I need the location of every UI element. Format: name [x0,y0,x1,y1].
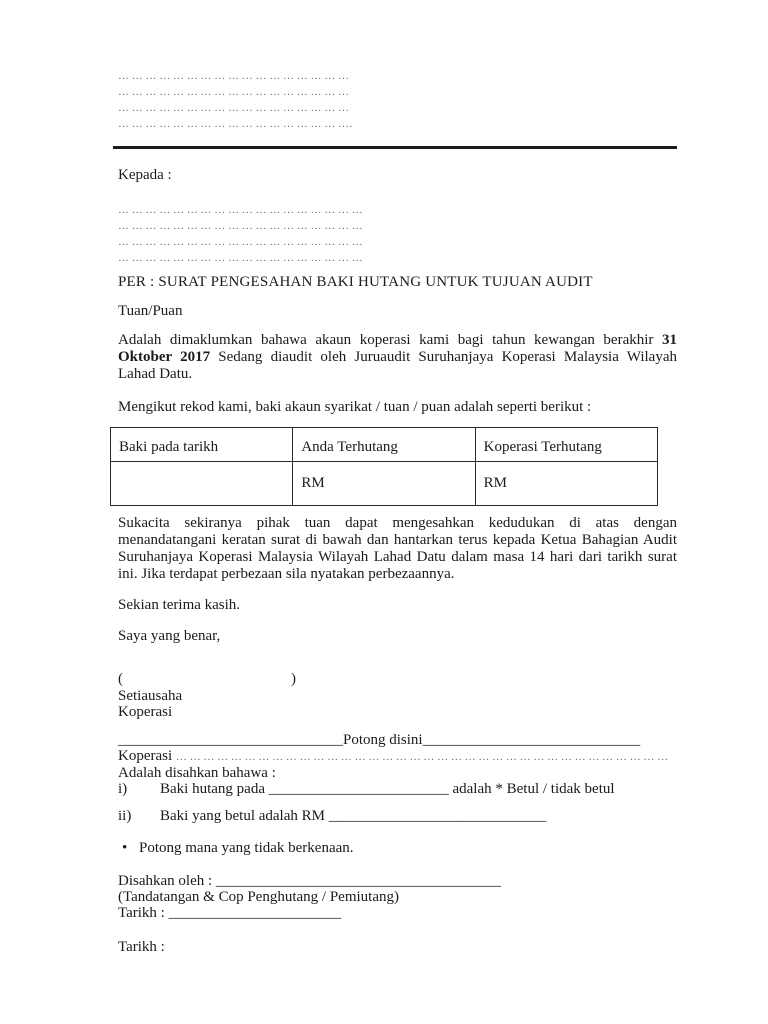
paragraph-text: Adalah dimaklumkan bahawa akaun koperasi kami bagi tahun kewangan berakhir [118,332,662,348]
paragraph-financial-year [118,332,677,383]
bullet-note-text: Potong mana yang tidak berkenaan. [139,840,354,856]
divider-rule [113,146,677,149]
date-line [118,905,677,921]
koperasi-dotted-line [118,748,677,765]
cut-here-line [118,732,677,748]
blank-line: ______________________________________ [215,873,501,889]
confirm-item-i [118,781,677,797]
closing-thanks: Sekian terima kasih. [118,597,241,613]
signature-role-koperasi: Koperasi [118,704,173,720]
item-number: ii) [118,808,132,824]
certified-by-line [118,873,677,889]
cut-here-label: Potong disini [343,732,423,748]
bullet-icon: • [122,840,128,856]
salutation: Tuan/Puan [118,303,183,319]
subject-line: PER : SURAT PENGESAHAN BAKI HUTANG UNTUK TUJUAN AUDIT [118,274,593,290]
item-text: Baki hutang pada [160,781,269,797]
balance-table [110,427,658,506]
table-cell-empty [111,462,293,506]
open-paren: ( [118,671,123,687]
bullet-note-line [118,840,677,856]
kepada-label: Kepada : [118,167,172,183]
table-header-baki-pada-tarikh: Baki pada tarikh [111,428,293,462]
blank-line: _____________________________ [328,808,547,824]
table-cell-rm-koperasi: RM [475,462,657,506]
table-header-koperasi-terhutang: Koperasi Terhutang [475,428,657,462]
table-header-row [111,428,658,462]
koperasi-label: Koperasi [118,748,173,764]
date-label: Tarikh : [118,905,169,921]
dotted-line: … … … … … … … … … … … … … … … … … … [118,252,364,264]
paragraph-records: Mengikut rekod kami, baki akaun syarikat / tuan / puan adalah seperti berikut : [118,399,592,415]
date-label-second: Tarikh : [118,939,165,955]
item-text: Baki yang betul adalah RM [160,808,329,824]
blank-line: ________________________ [268,781,449,797]
confirm-item-ii [118,808,677,824]
table-value-row [111,462,658,506]
dotted-line: … … … … … … … … … … … … … … … … …. [118,118,353,130]
signature-role-setiausaha: Setiausaha [118,688,183,704]
table-cell-rm-anda: RM [293,462,475,506]
item-text: adalah * Betul / tidak betul [448,781,615,797]
signoff: Saya yang benar, [118,628,221,644]
cut-line-left: ______________________________ [118,732,343,748]
dotted-line: … … … … … … … … … … … … … … … … … … [118,220,364,232]
paragraph-confirmation-request: Sukacita sekiranya pihak tuan dapat mengesahkan kedudukan di atas dengan menandatangani keratan surat di bawah dan hantarkan terus kepada Ketua Bahagian Audit Suruhanjaya Koperasi Malaysia Wilayah Lahad Datu dalam masa 14 hari dari tarikh surat ini. Jika terdapat perbezaan sila nyatakan perbezaannya. [118,515,677,582]
sender-address-block [118,68,677,132]
dotted-line: … … … … … … … … … … … … … … … … … [118,102,350,114]
table-header-anda-terhutang: Anda Terhutang [293,428,475,462]
dotted-line: … … … … … … … … … … … … … … … … … … [118,236,364,248]
dotted-line: … … … … … … … … … … … … … … … … … [118,70,350,82]
certified-by-label: Disahkan oleh : [118,873,216,889]
signature-stamp-note: (Tandatangan & Cop Penghutang / Pemiutang) [118,889,399,905]
paragraph-text: Sedang diaudit oleh Juruaudit Suruhanjaya Koperasi Malaysia Wilayah Lahad Datu. [118,349,677,382]
signature-name-line [118,671,677,688]
financial-year-end-date: 31 Oktober 2017 [118,332,677,365]
close-paren: ) [291,671,296,687]
dotted-line: … … … … … … … … … … … … … … … … … … [118,204,364,216]
recipient-address-block [118,202,677,266]
item-number: i) [118,781,128,797]
confirmation-heading: Adalah disahkan bahawa : [118,765,276,781]
cut-line-right: _____________________________ [422,732,641,748]
dotted-fill: … … … … … … … … … … … … … … … … … … … … … … … … … … … … … … … … … … … … [175,751,669,763]
blank-line: _______________________ [168,905,342,921]
dotted-line: … … … … … … … … … … … … … … … … … [118,86,350,98]
